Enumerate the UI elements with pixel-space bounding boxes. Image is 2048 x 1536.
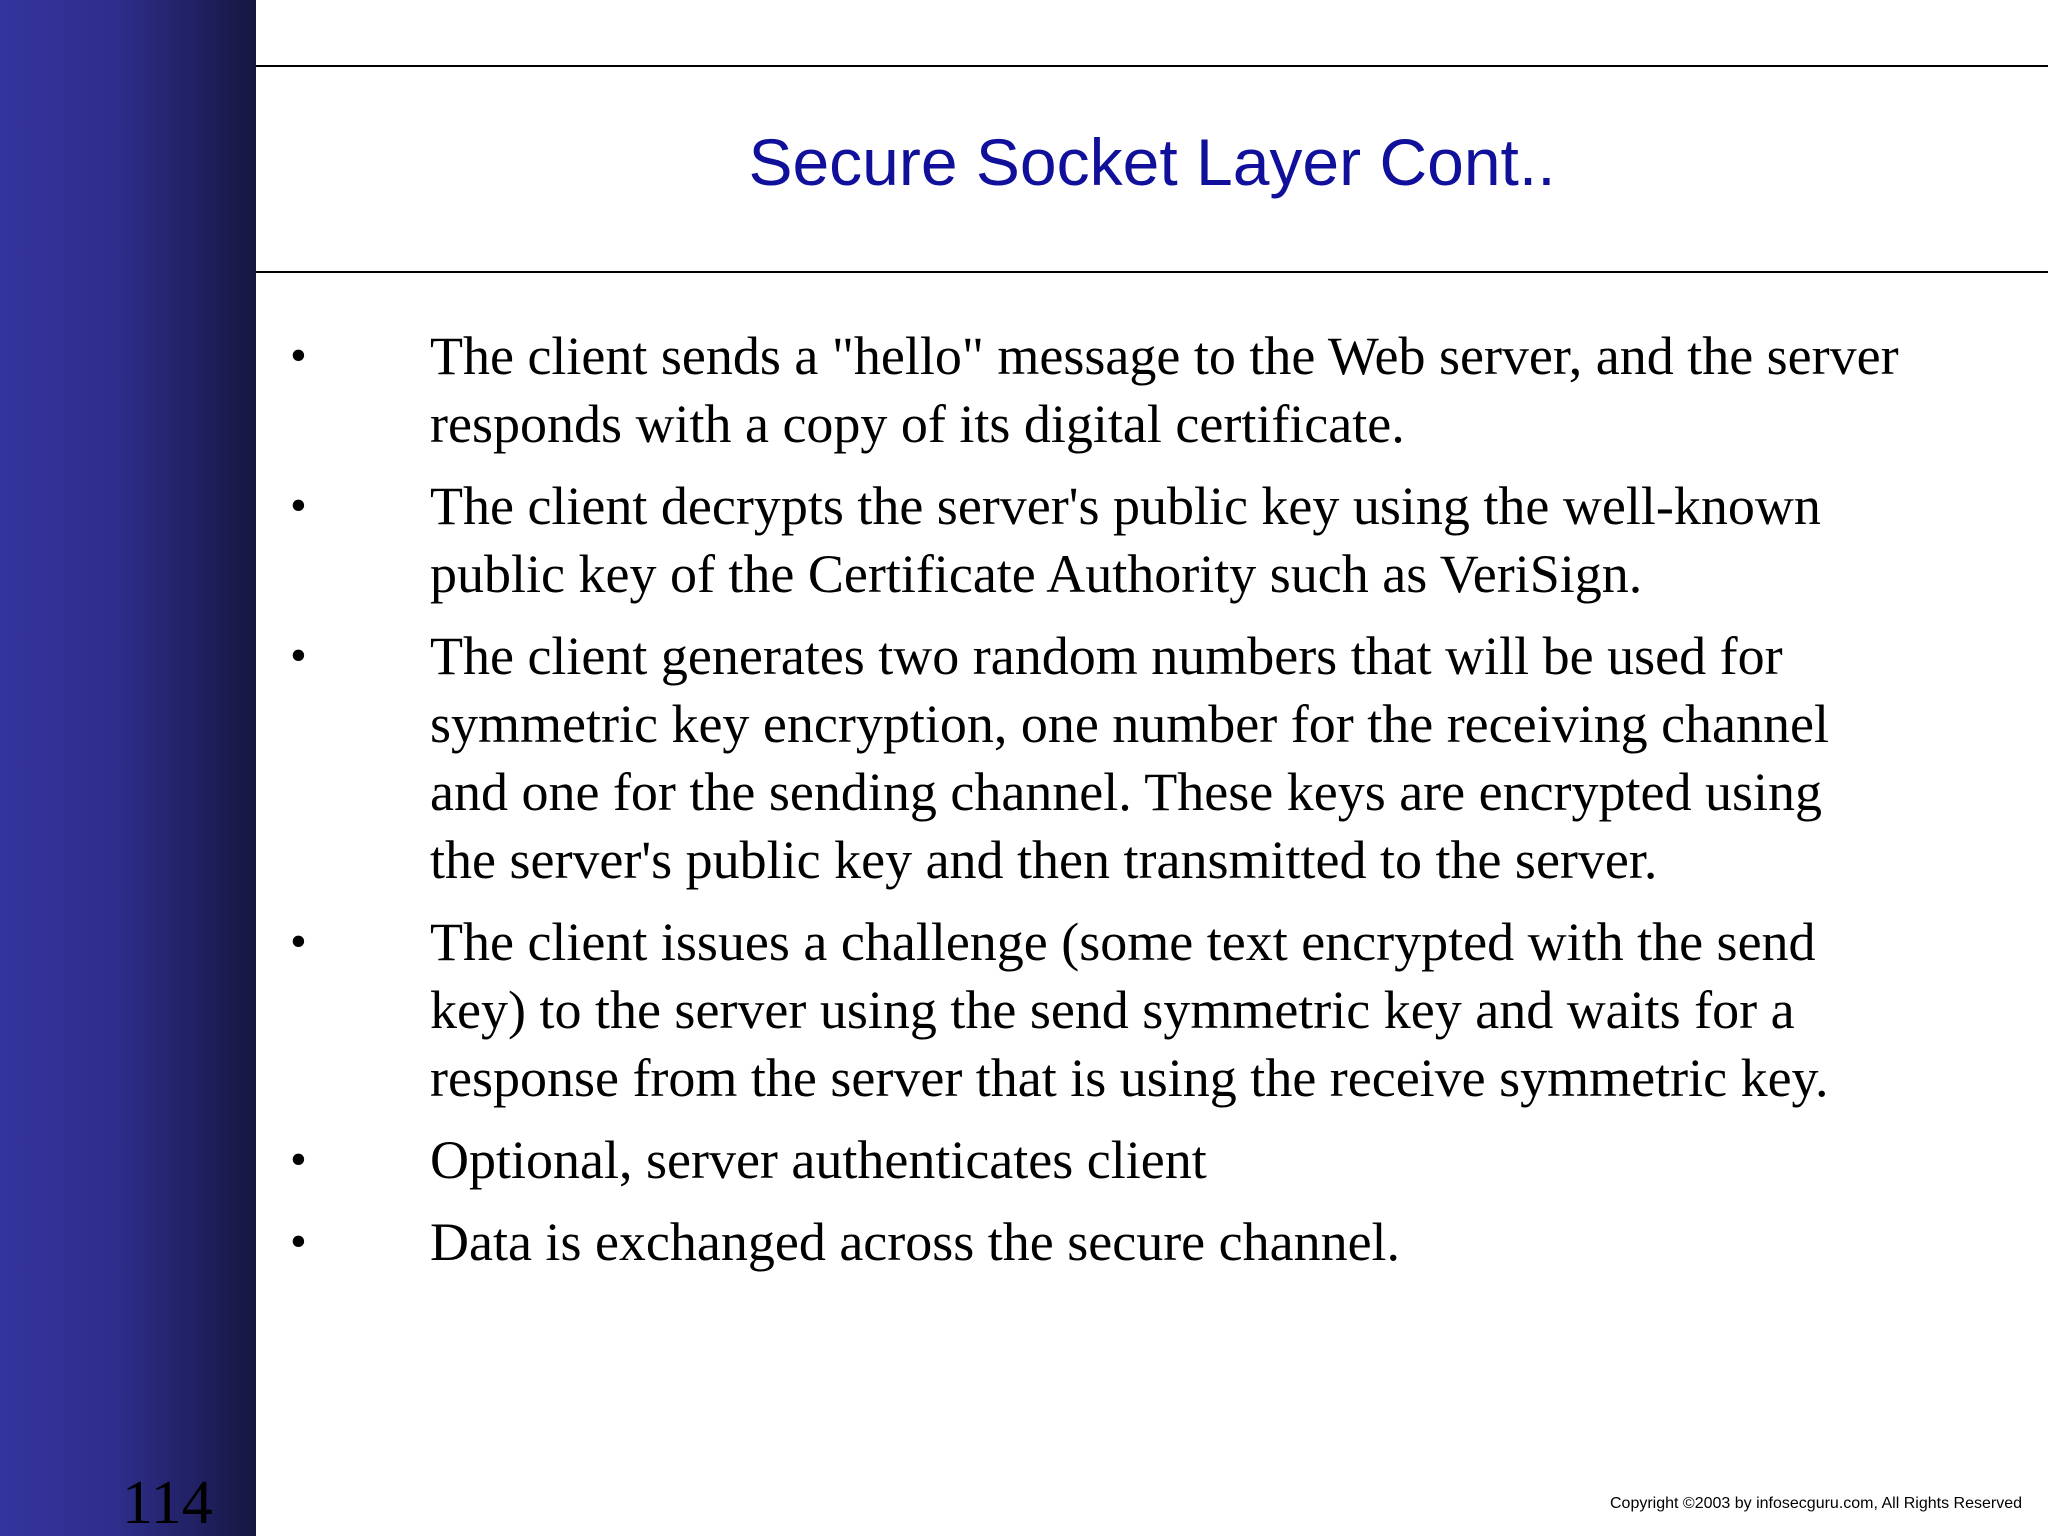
bullet-list bbox=[280, 322, 2020, 1290]
page-number: 114 bbox=[122, 1469, 213, 1536]
bullet-icon: • bbox=[290, 329, 307, 382]
slide-title: Secure Socket Layer Cont.. bbox=[748, 125, 1556, 199]
bullet-icon: • bbox=[290, 479, 307, 532]
sidebar-gradient-bar bbox=[0, 0, 256, 1536]
bullet-icon: • bbox=[290, 915, 307, 968]
bullet-item bbox=[280, 622, 2020, 894]
bullet-item bbox=[280, 472, 2020, 608]
bullet-item bbox=[280, 1126, 2020, 1194]
title-bottom-rule bbox=[256, 271, 2048, 273]
bullet-text: Data is exchanged across the secure channel. bbox=[430, 1212, 1401, 1272]
bullet-text: The client issues a challenge (some text encrypted with the send key) to the server using the send symmetric key and waits for a response from the server that is using the receive symmetric key. bbox=[430, 912, 1829, 1108]
bullet-item bbox=[280, 322, 2020, 458]
bullet-icon: • bbox=[290, 1215, 307, 1268]
bullet-text: The client decrypts the server's public key using the well-known public key of the Certificate Authority such as VeriSign. bbox=[430, 476, 1821, 604]
bullet-text: The client generates two random numbers that will be used for symmetric key encryption, one number for the receiving channel and one for the sending channel. These keys are encrypted using the server's public key and then transmitted to the server. bbox=[430, 626, 1829, 890]
bullet-icon: • bbox=[290, 1133, 307, 1186]
bullet-text: The client sends a "hello" message to the Web server, and the server responds with a copy of its digital certificate. bbox=[430, 326, 1899, 454]
bullet-item bbox=[280, 1208, 2020, 1276]
bullet-icon: • bbox=[290, 629, 307, 682]
bullet-text: Optional, server authenticates client bbox=[430, 1130, 1207, 1190]
copyright-notice: Copyright ©2003 by infosecguru.com, All Rights Reserved bbox=[1610, 1495, 2022, 1512]
bullet-item bbox=[280, 908, 2020, 1112]
title-top-rule bbox=[256, 65, 2048, 67]
